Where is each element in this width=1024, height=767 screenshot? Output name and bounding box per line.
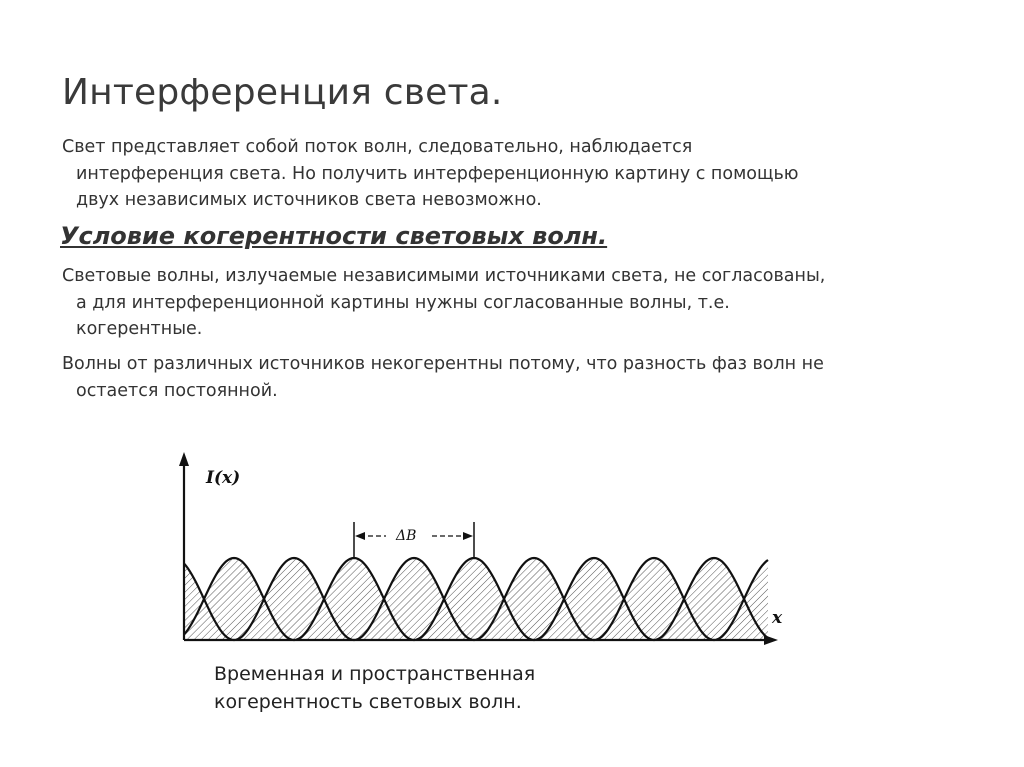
paragraph-coherence-line-2: а для интерференционной картины нужны согласованные волны, т.е. (76, 292, 730, 313)
slide-title: Интерференция света. (62, 72, 503, 113)
interference-figure (160, 440, 800, 660)
caption-line-2: когерентность световых волн. (214, 691, 522, 713)
paragraph-coherence (62, 263, 982, 343)
paragraph-intro-line-2: интерференция света. Но получить интерференционную картину с помощью (76, 163, 799, 184)
paragraph-intro (62, 134, 982, 214)
x-axis-label: x (772, 608, 783, 628)
paragraph-coherence-line-3: когерентные. (76, 319, 203, 339)
figure-caption (214, 660, 535, 716)
paragraph-phase-line-1: Волны от различных источников некогерентны потому, что разность фаз волн не (62, 354, 824, 374)
paragraph-phase-line-2: остается постоянной. (76, 380, 278, 401)
y-axis-label: I(x) (206, 468, 241, 488)
caption-line-1: Временная и пространственная (214, 663, 536, 685)
paragraph-intro-line-1: Свет представляет собой поток волн, следовательно, наблюдается (62, 137, 693, 157)
paragraph-phase (62, 351, 982, 404)
paragraph-coherence-line-1: Световые волны, излучаемые независимыми источниками света, не согласованы, (62, 266, 826, 286)
paragraph-intro-line-3: двух независимых источников света невозможно. (76, 190, 542, 210)
interference-diagram (160, 440, 800, 660)
delta-label: ΔB (396, 528, 417, 544)
coherence-subheading: Условие когерентности световых волн. (60, 222, 608, 250)
